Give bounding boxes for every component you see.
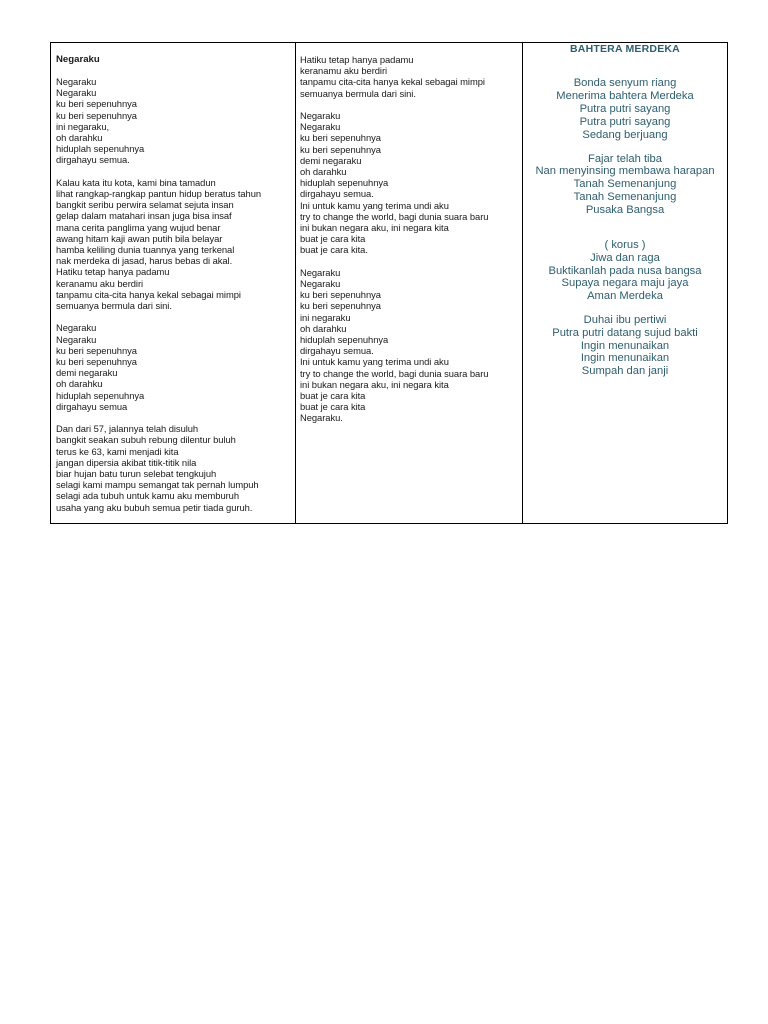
lyric-line: Negaraku bbox=[56, 333, 97, 345]
lyric-line: try to change the world, bagi dunia suara baru bbox=[300, 210, 489, 222]
lyric-line: hamba keliling dunia tuannya yang terkenal bbox=[56, 244, 235, 256]
lyric-line: hiduplah sepenuhnya bbox=[300, 334, 389, 346]
lyric-line: hiduplah sepenuhnya bbox=[300, 177, 389, 189]
lyric-line: Negaraku bbox=[56, 322, 97, 334]
lyric-line: ku beri sepenuhnya bbox=[300, 143, 381, 155]
lyric-line: Negaraku bbox=[300, 121, 341, 133]
lyric-line: demi negaraku bbox=[56, 367, 118, 379]
lyric-line: gelap dalam matahari insan juga bisa insaf bbox=[56, 210, 232, 222]
lyric-line: ku beri sepenuhnya bbox=[56, 344, 137, 356]
stanza-spacer bbox=[56, 311, 295, 322]
lyric-line: dirgahayu semua. bbox=[300, 188, 374, 200]
lyric-line: ku beri sepenuhnya bbox=[300, 300, 381, 312]
lyric-line: terus ke 63, kami menjadi kita bbox=[56, 445, 179, 457]
lyric-line: Ini untuk kamu yang terima undi aku bbox=[300, 199, 449, 211]
lyric-line: tanpamu cita-cita hanya kekal sebagai mimpi bbox=[300, 76, 485, 88]
lyric-line: Nan menyinsing membawa harapan bbox=[535, 165, 715, 178]
lyric-line: Hatiku tetap hanya padamu bbox=[300, 54, 414, 65]
stanza bbox=[56, 177, 295, 311]
lyric-line: Negaraku. bbox=[300, 412, 343, 424]
lyrics-table bbox=[50, 42, 728, 524]
lyric-line: Kalau kata itu kota, kami bina tamadun bbox=[56, 176, 216, 188]
stanza bbox=[300, 54, 522, 99]
lyric-line: Aman Merdeka bbox=[587, 290, 663, 303]
lyric-line: bangkit seakan subuh rebung dilentur buluh bbox=[56, 434, 236, 446]
stanza bbox=[525, 153, 725, 217]
lyric-line: Tanah Semenanjung bbox=[573, 178, 677, 191]
stanza bbox=[300, 267, 522, 424]
stanza bbox=[525, 239, 725, 303]
lyric-line: Negaraku bbox=[300, 278, 341, 290]
lyric-line: Putra putri sayang bbox=[579, 115, 671, 128]
lyric-line: Tanah Semenanjung bbox=[573, 190, 677, 203]
stanza bbox=[56, 322, 295, 412]
lyric-line: buat je cara kita bbox=[300, 401, 366, 413]
lyric-line: nak merdeka di jasad, harus bebas di akal. bbox=[56, 255, 233, 267]
lyric-line: demi negaraku bbox=[300, 154, 362, 166]
lyric-line: Buktikanlah pada nusa bangsa bbox=[548, 264, 702, 277]
lyric-line: jangan dipersia akibat titik-titik nila bbox=[56, 456, 197, 468]
stanza bbox=[300, 110, 522, 256]
lyric-line: Fajar telah tiba bbox=[587, 152, 662, 165]
song-title: BAHTERA MERDEKA bbox=[570, 43, 680, 55]
lyric-line: semuanya bermula dari sini. bbox=[300, 87, 416, 99]
lyric-line: keranamu aku berdiri bbox=[300, 65, 388, 77]
lyric-line: Dan dari 57, jalannya telah disuluh bbox=[56, 423, 199, 435]
lyric-line: Sedang berjuang bbox=[582, 128, 668, 141]
stanza-spacer bbox=[525, 66, 725, 77]
lyric-line: Ingin menunaikan bbox=[580, 352, 670, 365]
lyric-line: ku beri sepenuhnya bbox=[56, 109, 137, 121]
negaraku-column-1 bbox=[51, 43, 296, 523]
lyric-line: bangkit seribu perwira selamat sejuta insan bbox=[56, 199, 234, 211]
stanza bbox=[56, 76, 295, 166]
lyric-line: lihat rangkap-rangkap pantun hidup beratus tahun bbox=[56, 188, 262, 200]
lyric-line: mana cerita panglima yang wujud benar bbox=[56, 221, 221, 233]
lyric-line: try to change the world, bagi dunia suara baru bbox=[300, 367, 489, 379]
stanza-spacer bbox=[300, 99, 522, 110]
lyric-line: ku beri sepenuhnya bbox=[300, 132, 381, 144]
lyric-line: ku beri sepenuhnya bbox=[300, 289, 381, 301]
lyric-line: oh darahku bbox=[56, 132, 103, 144]
lyric-line: hiduplah sepenuhnya bbox=[56, 143, 145, 155]
lyric-line: semuanya bermula dari sini. bbox=[56, 300, 172, 312]
stanza-spacer bbox=[525, 228, 725, 239]
lyric-line: Putra putri sayang bbox=[579, 102, 671, 115]
lyric-line: buat je cara kita bbox=[300, 233, 366, 245]
lyric-line: oh darahku bbox=[56, 378, 103, 390]
lyric-line: dirgahayu semua bbox=[56, 400, 128, 412]
lyric-line: Pusaka Bangsa bbox=[585, 203, 665, 216]
lyric-line: ini bukan negara aku, ini negara kita bbox=[300, 378, 449, 390]
lyric-line: Negaraku bbox=[56, 76, 97, 87]
stanza-spacer bbox=[56, 166, 295, 177]
lyric-line: oh darahku bbox=[300, 166, 347, 178]
stanza-spacer bbox=[300, 256, 522, 267]
lyric-line: Negaraku bbox=[300, 110, 341, 121]
poem-title: Negaraku bbox=[56, 54, 100, 65]
bahtera-merdeka-lyrics bbox=[525, 55, 725, 378]
lyric-line: ini bukan negara aku, ini negara kita bbox=[300, 222, 449, 234]
lyric-line: tanpamu cita-cita hanya kekal sebagai mimpi bbox=[56, 288, 241, 300]
lyric-line: selagi ada tubuh untuk kamu aku memburuh bbox=[56, 490, 240, 502]
lyric-line: Ini untuk kamu yang terima undi aku bbox=[300, 356, 449, 368]
lyric-line: hiduplah sepenuhnya bbox=[56, 389, 145, 401]
negaraku-lyrics-part-1 bbox=[56, 76, 295, 513]
lyric-line: usaha yang aku bubuh semua petir tiada guruh. bbox=[56, 501, 253, 513]
lyric-line: buat je cara kita bbox=[300, 390, 366, 402]
lyric-line: keranamu aku berdiri bbox=[56, 277, 144, 289]
lyric-line: oh darahku bbox=[300, 322, 347, 334]
lyric-line: Sumpah dan janji bbox=[581, 365, 669, 378]
lyric-line: Negaraku bbox=[56, 87, 97, 99]
lyric-line: ku beri sepenuhnya bbox=[56, 98, 137, 110]
lyric-line: selagi kami mampu semangat tak pernah lumpuh bbox=[56, 479, 259, 491]
bahtera-merdeka-column bbox=[523, 43, 727, 523]
lyric-line: Jiwa dan raga bbox=[590, 251, 660, 264]
lyric-line: ku beri sepenuhnya bbox=[56, 356, 137, 368]
lyric-line: Supaya negara maju jaya bbox=[561, 277, 689, 290]
negaraku-column-2 bbox=[296, 43, 523, 523]
lyric-line: Duhai ibu pertiwi bbox=[583, 314, 667, 327]
lyric-line: ini negaraku, bbox=[56, 120, 110, 132]
lyric-line: biar hujan batu turun selebat tengkujuh bbox=[56, 468, 217, 480]
lyric-line: dirgahayu semua. bbox=[56, 154, 130, 166]
stanza-spacer bbox=[56, 412, 295, 423]
stanza-spacer bbox=[525, 303, 725, 314]
stanza-spacer bbox=[525, 141, 725, 152]
lyric-line: Bonda senyum riang bbox=[573, 77, 677, 90]
lyric-line: Hatiku tetap hanya padamu bbox=[56, 266, 170, 278]
lyric-line: Ingin menunaikan bbox=[580, 339, 670, 352]
stanza-spacer bbox=[525, 55, 725, 66]
negaraku-lyrics-part-2 bbox=[300, 54, 522, 424]
lyric-line: buat je cara kita. bbox=[300, 244, 368, 256]
lyric-line: Negaraku bbox=[300, 266, 341, 278]
lyric-line: Menerima bahtera Merdeka bbox=[556, 90, 694, 103]
stanza bbox=[56, 423, 295, 513]
lyric-line: ini negaraku bbox=[300, 311, 351, 323]
stanza bbox=[525, 314, 725, 378]
lyric-line: ( korus ) bbox=[604, 238, 646, 251]
lyric-line: Putra putri datang sujud bakti bbox=[552, 326, 698, 339]
stanza-spacer bbox=[525, 217, 725, 228]
lyric-line: dirgahayu semua. bbox=[300, 345, 374, 357]
stanza bbox=[525, 77, 725, 141]
lyric-line: awang hitam kaji awan putih bila belayar bbox=[56, 232, 223, 244]
